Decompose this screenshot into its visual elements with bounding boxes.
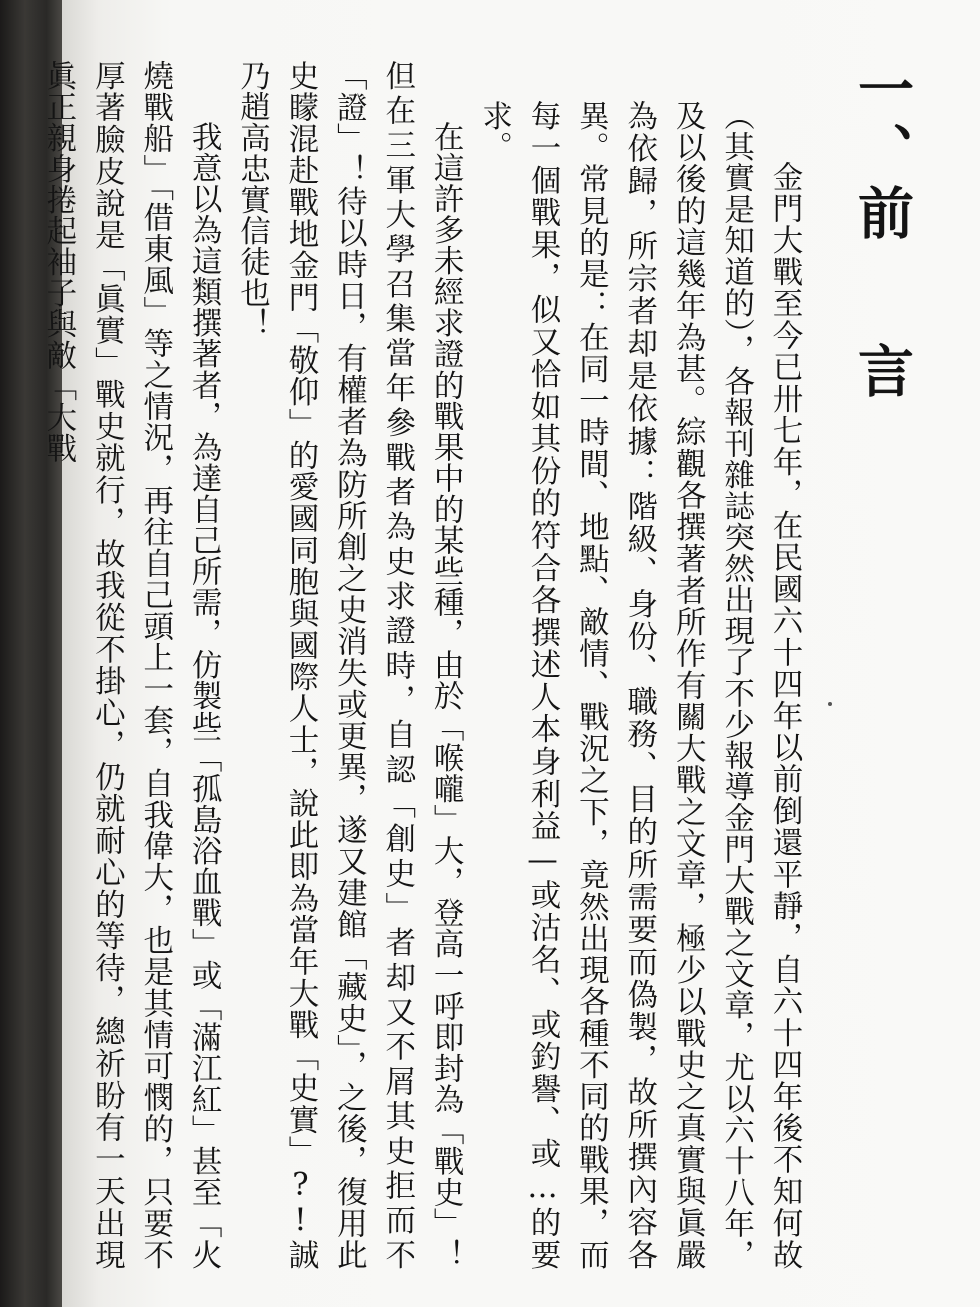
chapter-title [849, 60, 915, 1270]
chapter-number: 一、 [849, 60, 915, 184]
paragraph-1: 金門大戰至今已卅七年，在民國六十四年以前倒還平靜，自六十四年後不知何故（其實是知道的），各報刊雜誌突然出現了不少報導金門大戰之文章，尤以六十八年，及以後的這幾年為甚。綜觀各撰著者所作有關大戰之文章，極少以戰史之真實與眞嚴為依歸，所宗者却是依據：階級、身份、職務、目的所需要而偽製，故所撰內容各異。常見的是：在同一時間、地點、敵情、戰況之下，竟然出現各種不同的戰果，而每一個戰果，似又恰如其份的符合各撰述人本身利益—或沽名、或釣譽、或…的要求。 [476, 100, 802, 1270]
paragraph-2: 在這許多未經求證的戰果中的某些種，由於「喉嚨」大，登高一呼即封為「戰史」！但在三軍大學召集當年參戰者為史求證時，自認「創史」者却又不屑其史拒而不「證」！待以時日，有權者為防所創之史消失或更異，遂又建館「藏史」，之後，復用此史矇混赴戰地金門「敬仰」的愛國同胞與國際人士，說此即為當年大戰「史實」?!誠乃趙高忠實信徒也！ [234, 60, 464, 1270]
chapter-title-char-2: 言 [849, 342, 915, 404]
chapter-title-char-1: 前 [849, 184, 915, 246]
paper-speck [828, 702, 832, 706]
paragraph-3: 我意以為這類撰著者，為達自己所需，仿製些「孤島浴血戰」或「滿江紅」甚至「火燒戰船」「借東風」等之情況，再往自己頭上一套，自我偉大，也是其情可憫的，只要不厚著臉皮說是「眞實」戰史就行，故我從不掛心，仍就耐心的等待，總祈盼有一天出現眞正親身捲起袖子與敵「大戰 [40, 60, 222, 1270]
vertical-text-block [40, 60, 915, 1270]
